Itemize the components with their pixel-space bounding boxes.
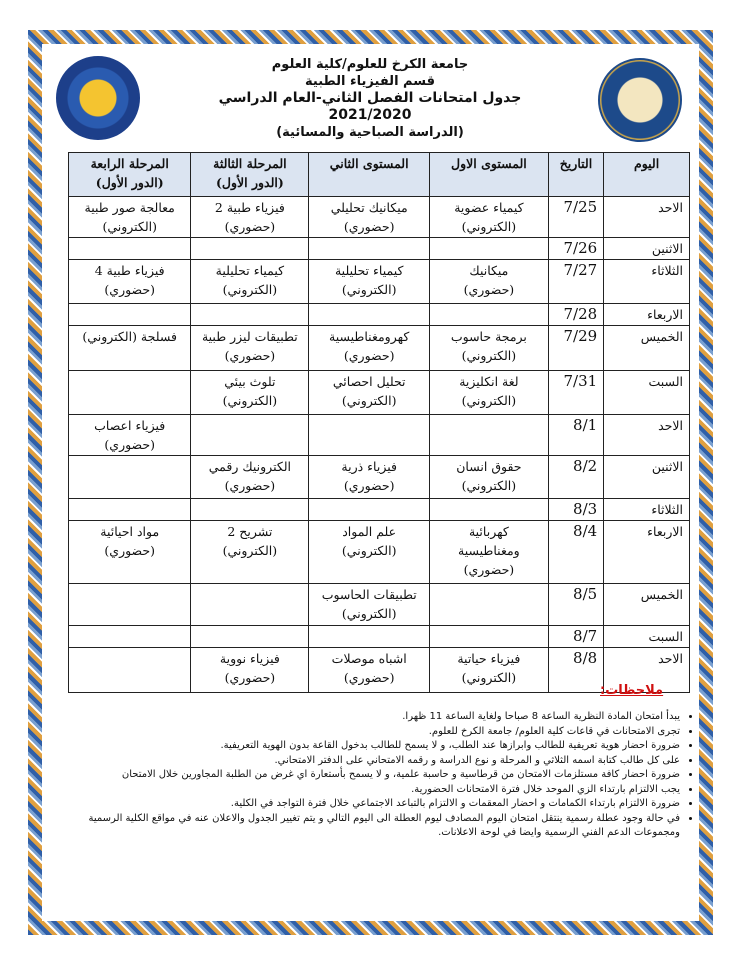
- date-cell: 8/4: [548, 521, 603, 584]
- date-cell: 8/5: [548, 584, 603, 626]
- exam-cell: [191, 626, 309, 648]
- table-row: [69, 238, 690, 260]
- date-cell: 8/2: [548, 456, 603, 499]
- table-row: [69, 456, 690, 499]
- exam-cell: مواد احيائية (حضوري): [69, 521, 191, 584]
- date-cell: 8/3: [548, 499, 603, 521]
- note-item: • ضرورة احضار كافة مستلزمات الامتحان من قرطاسية و حاسبة علمية، و لا يسمح بأستعارة اي غرض من الطلبة المجاورين خلال الامتحان: [80, 768, 680, 783]
- table-row: [69, 415, 690, 456]
- day-cell: الاثنين: [604, 456, 690, 499]
- exam-cell: [69, 456, 191, 499]
- exam-cell: [191, 415, 309, 456]
- exam-cell: فسلجة (الكتروني): [69, 326, 191, 371]
- exam-cell: [69, 238, 191, 260]
- note-item: • تجرى الامتحانات في قاعات كلية العلوم/ جامعة الكرخ للعلوم.: [80, 725, 680, 740]
- notes-list: [80, 710, 700, 841]
- schedule-title: جدول امتحانات الفصل الثاني-العام الدراسي 2021/2020: [218, 90, 522, 123]
- date-cell: 7/25: [548, 197, 603, 238]
- table-row: [69, 626, 690, 648]
- date-cell: 8/8: [548, 648, 603, 693]
- day-cell: الاربعاء: [604, 304, 690, 326]
- exam-cell: [69, 626, 191, 648]
- exam-schedule-table: [68, 152, 690, 693]
- day-cell: الاحد: [604, 648, 690, 693]
- day-cell: السبت: [604, 371, 690, 415]
- exam-cell: علم المواد (الكتروني): [309, 521, 430, 584]
- exam-cell: برمجة حاسوب (الكتروني): [430, 326, 549, 371]
- note-item: • في حالة وجود عطلة رسمية ينتقل امتحان اليوم المصادف ليوم العطلة الى اليوم التالي و يتم تغيير الجدول والاعلان عنه في مواقع الكلية الرسمية ومجموعات الدعم الفني الرسمية وايضا في لوحة الاعلانات.: [80, 812, 680, 841]
- exam-cell: ميكانيك تحليلي (حضوري): [309, 197, 430, 238]
- table-header-row: [69, 153, 690, 197]
- table-row: [69, 499, 690, 521]
- department-name: قسم الفيزياء الطبية: [305, 74, 435, 89]
- exam-cell: لغة انكليزية (الكتروني): [430, 371, 549, 415]
- note-item: • يجب الالتزام بارتداء الزي الموحد خلال فترة الامتحانات الحضورية.: [80, 783, 680, 798]
- exam-cell: فيزياء طبية 4 (حضوري): [69, 260, 191, 304]
- exam-cell: [309, 499, 430, 521]
- table-row: [69, 326, 690, 371]
- table-row: [69, 648, 690, 693]
- exam-cell: حقوق انسان (الكتروني): [430, 456, 549, 499]
- table-row: [69, 260, 690, 304]
- exam-cell: فيزياء نووية (حضوري): [191, 648, 309, 693]
- exam-cell: فيزياء حياتية (الكتروني): [430, 648, 549, 693]
- exam-cell: تشريح 2 (الكتروني): [191, 521, 309, 584]
- exam-cell: [309, 415, 430, 456]
- exam-cell: معالجة صور طبية (الكتروني): [69, 197, 191, 238]
- exam-cell: فيزياء اعصاب (حضوري): [69, 415, 191, 456]
- date-cell: 7/29: [548, 326, 603, 371]
- column-header: اليوم: [604, 153, 690, 197]
- day-cell: الثلاثاء: [604, 499, 690, 521]
- exam-cell: [430, 238, 549, 260]
- exam-cell: كهربائية ومغناطيسية (حضوري): [430, 521, 549, 584]
- table-row: [69, 304, 690, 326]
- exam-cell: [430, 304, 549, 326]
- day-cell: السبت: [604, 626, 690, 648]
- exam-cell: ميكانيك (حضوري): [430, 260, 549, 304]
- exam-cell: [430, 415, 549, 456]
- column-header: المستوى الثاني: [309, 153, 430, 197]
- exam-cell: تطبيقات ليزر طبية (حضوري): [191, 326, 309, 371]
- exam-cell: [69, 584, 191, 626]
- table-row: [69, 197, 690, 238]
- exam-cell: [69, 499, 191, 521]
- date-cell: 8/1: [548, 415, 603, 456]
- exam-cell: تلوث بيئي (الكتروني): [191, 371, 309, 415]
- exam-cell: [191, 304, 309, 326]
- column-header: المستوى الاول: [430, 153, 549, 197]
- table-row: [69, 521, 690, 584]
- exam-cell: [430, 626, 549, 648]
- note-item: • ضرورة احضار هوية تعريفية للطالب وابرازها عند الطلب، و لا يسمح للطالب بدخول القاعة بدون الهوية التعريفية.: [80, 739, 680, 754]
- exam-cell: [191, 499, 309, 521]
- day-cell: الاحد: [604, 197, 690, 238]
- day-cell: الثلاثاء: [604, 260, 690, 304]
- day-cell: الاثنين: [604, 238, 690, 260]
- exam-cell: اشباه موصلات (حضوري): [309, 648, 430, 693]
- date-cell: 7/31: [548, 371, 603, 415]
- exam-cell: [309, 238, 430, 260]
- column-header: المرحلة الثالثة (الدور الأول): [191, 153, 309, 197]
- day-cell: الاحد: [604, 415, 690, 456]
- exam-cell: [69, 371, 191, 415]
- notes-title: ملاحظات:: [600, 683, 664, 698]
- document-header: [180, 56, 560, 141]
- table-row: [69, 371, 690, 415]
- column-header: المرحلة الرابعة (الدور الأول): [69, 153, 191, 197]
- exam-cell: [69, 304, 191, 326]
- date-cell: 7/26: [548, 238, 603, 260]
- exam-cell: [430, 499, 549, 521]
- exam-cell: تطبيقات الحاسوب (الكتروني): [309, 584, 430, 626]
- faculty-logo: [56, 56, 140, 140]
- date-cell: 8/7: [548, 626, 603, 648]
- note-item: • على كل طالب كتابة اسمه الثلاثي و المرحلة و نوع الدراسة و رقمه الامتحاني على الدفتر الامتحاني.: [80, 754, 680, 769]
- day-cell: الخميس: [604, 326, 690, 371]
- day-cell: الاربعاء: [604, 521, 690, 584]
- university-name: جامعة الكرخ للعلوم/كلية العلوم: [271, 57, 469, 72]
- exam-cell: [191, 238, 309, 260]
- date-cell: 7/28: [548, 304, 603, 326]
- column-header: التاريخ: [548, 153, 603, 197]
- exam-cell: كيمياء تحليلية (الكتروني): [309, 260, 430, 304]
- table-row: [69, 584, 690, 626]
- exam-cell: كيمياء عضوية (الكتروني): [430, 197, 549, 238]
- date-cell: 7/27: [548, 260, 603, 304]
- exam-cell: فيزياء طبية 2 (حضوري): [191, 197, 309, 238]
- exam-cell: كيمياء تحليلية (الكتروني): [191, 260, 309, 304]
- study-type: (الدراسة الصباحية والمسائية): [276, 125, 464, 140]
- exam-cell: فيزياء ذرية (حضوري): [309, 456, 430, 499]
- exam-cell: [309, 626, 430, 648]
- day-cell: الخميس: [604, 584, 690, 626]
- exam-cell: [191, 584, 309, 626]
- note-item: • يبدأ امتحان المادة النظرية الساعة 8 صباحا ولغاية الساعة 11 ظهرا.: [80, 710, 680, 725]
- exam-cell: كهرومغناطيسية (حضوري): [309, 326, 430, 371]
- exam-cell: [309, 304, 430, 326]
- university-logo: [598, 58, 682, 142]
- exam-cell: تحليل احصائي (الكتروني): [309, 371, 430, 415]
- exam-cell: الكترونيك رقمي (حضوري): [191, 456, 309, 499]
- exam-cell: [430, 584, 549, 626]
- exam-cell: [69, 648, 191, 693]
- note-item: • ضرورة الالتزام بارتداء الكمامات و احضار المعقمات و الالتزام بالتباعد الاجتماعي خلال فترة التواجد في الكلية.: [80, 797, 680, 812]
